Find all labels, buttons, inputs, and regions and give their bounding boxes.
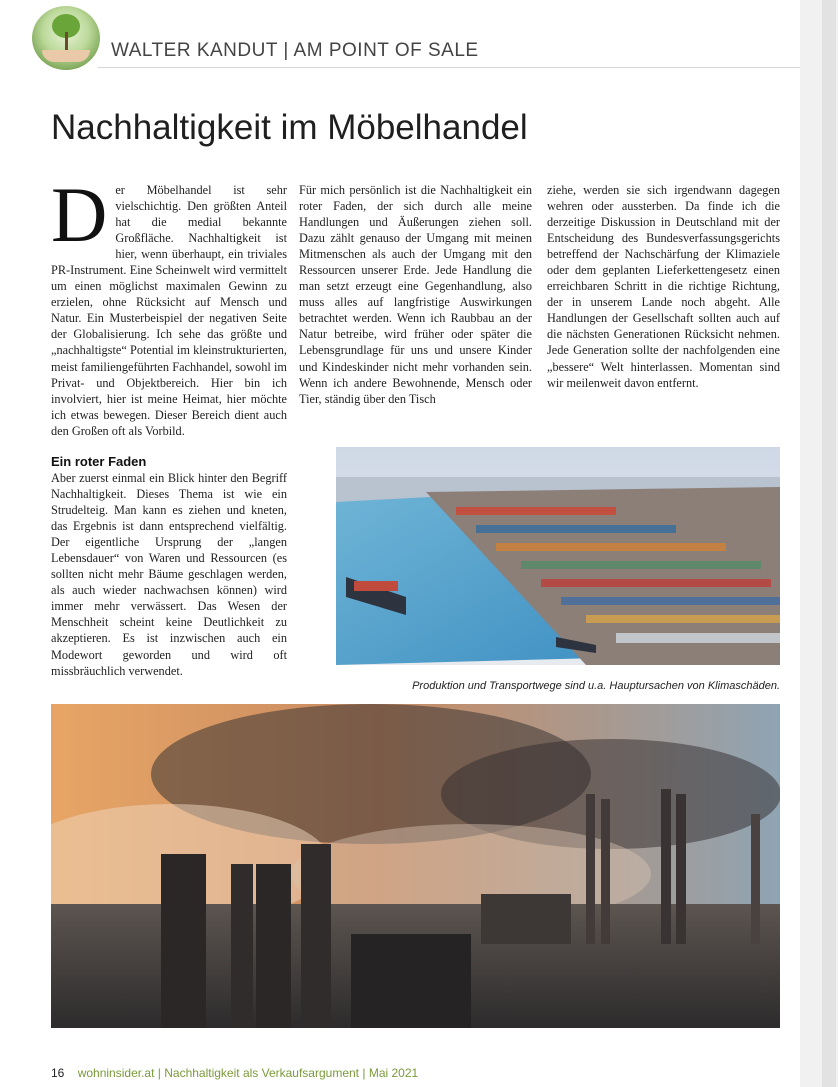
- industrial-smoke-photo: [51, 704, 780, 1028]
- subheading: Ein roter Faden: [51, 454, 147, 469]
- article-column-4: Aber zuerst einmal ein Blick hinter den Begriff Nachhaltigkeit. Dieses Thema ist wie ein Strudelteig. Man kann es ziehen und kneten, das Ergebnis ist dann entsprechend vielfältig. Der eigentliche Ursprung der „langen Lebensdauer“ von Waren und Ressourcen (es sollten nicht mehr Bäume geschlagen werden, als auch wieder nachwachsen können) wird immer mehr verwässert. Das Wesen der Menschheit scheint keine Deutlichkeit zu akzeptieren. Es ist inzwischen auch ein Modewort geworden und wird oft missbräuchlich verwendet.: [51, 471, 287, 678]
- page-title: Nachhaltigkeit im Möbelhandel: [51, 108, 528, 147]
- footer-issue: Nachhaltigkeit als Verkaufsargument: [164, 1066, 360, 1080]
- footer-separator: |: [362, 1066, 366, 1080]
- article-column-2: Für mich persönlich ist die Nachhaltigkeit ein roter Faden, der sich durch alle meine Handlungen und Äußerungen ziehen soll. Dazu zählt genauso der Umgang mit meinen Mitmenschen als auch der Umgang mit den Ressourcen unserer Erde. Jede Handlung die man setzt erzeugt eine Gegenhandlung, also muss alles auf langfristige Auswirkungen betrachtet werden. Wenn ich Raubbau an der Natur betreibe, wird früher oder später die Lebensgrundlage für uns und unsere Kinder und Kindeskinder nicht mehr vorhanden sein. Wenn ich andere Bewohnende, Mensch oder Tier, ständig über den Tisch: [299, 183, 532, 406]
- page-footer: [51, 1066, 418, 1080]
- page-number: 16: [51, 1066, 65, 1080]
- footer-separator: |: [157, 1066, 161, 1080]
- article-column-1: [51, 171, 287, 439]
- photo-caption: Produktion und Transportwege sind u.a. Hauptursachen von Klimaschäden.: [412, 680, 780, 692]
- footer-date: Mai 2021: [368, 1066, 419, 1080]
- tree-in-hand-logo-icon: [32, 6, 100, 70]
- header-divider: [98, 67, 800, 68]
- article-column-3: ziehe, werden sie sich irgendwann dagegen wehren oder aussterben. Da finde ich die derzeitige Diskussion in Deutschland mit der Entscheidung des Bundesverfassungsgerichts betreffend der Nachschärfung der Klimaziele oder dem geplanten Lieferkettengesetz einen erreichbaren Schritt in die richtige Richtung, der in unserem Lande noch abgeht. Alle Handlungen der Gesellschaft sollten auch auf die nächsten Generationen Rücksicht nehmen. Jede Generation sollte der nachfolgenden eine „bessere“ Welt hinterlassen. Momentan sind wir meilenweit davon entfernt.: [547, 183, 780, 390]
- footer-site: wohninsider.at: [77, 1066, 155, 1080]
- container-port-photo: [336, 447, 780, 665]
- scrollbar-thumb[interactable]: [822, 0, 836, 1087]
- drop-cap: D: [51, 171, 108, 258]
- article-column-1-text: er Möbelhandel ist sehr vielschichtig. Den größten Anteil hat die medial bekannte Großfläche. Nachhaltigkeit ist hier, wenn überhaupt, ein triviales PR-Instrument. Eine Scheinwelt wird vermittelt um einen möglichst maximalen Gewinn zu erzielen, ohne Rücksicht auf Mensch und Natur. Ein Musterbeispiel der negativen Seite der Globalisierung. Ich sehe das größte und „nachhaltigste“ Potential im kleinstrukturierten, meist familiengeführten Fachhandel, sowohl im Privat- und Objektbereich. Hier bin ich involviert, hier ist meine Heimat, hier möchte ich etwas bewegen. Dieser Bereich dient auch den Großen oft als Vorbild.: [51, 183, 287, 438]
- section-header: WALTER KANDUT | AM POINT OF SALE: [111, 40, 479, 61]
